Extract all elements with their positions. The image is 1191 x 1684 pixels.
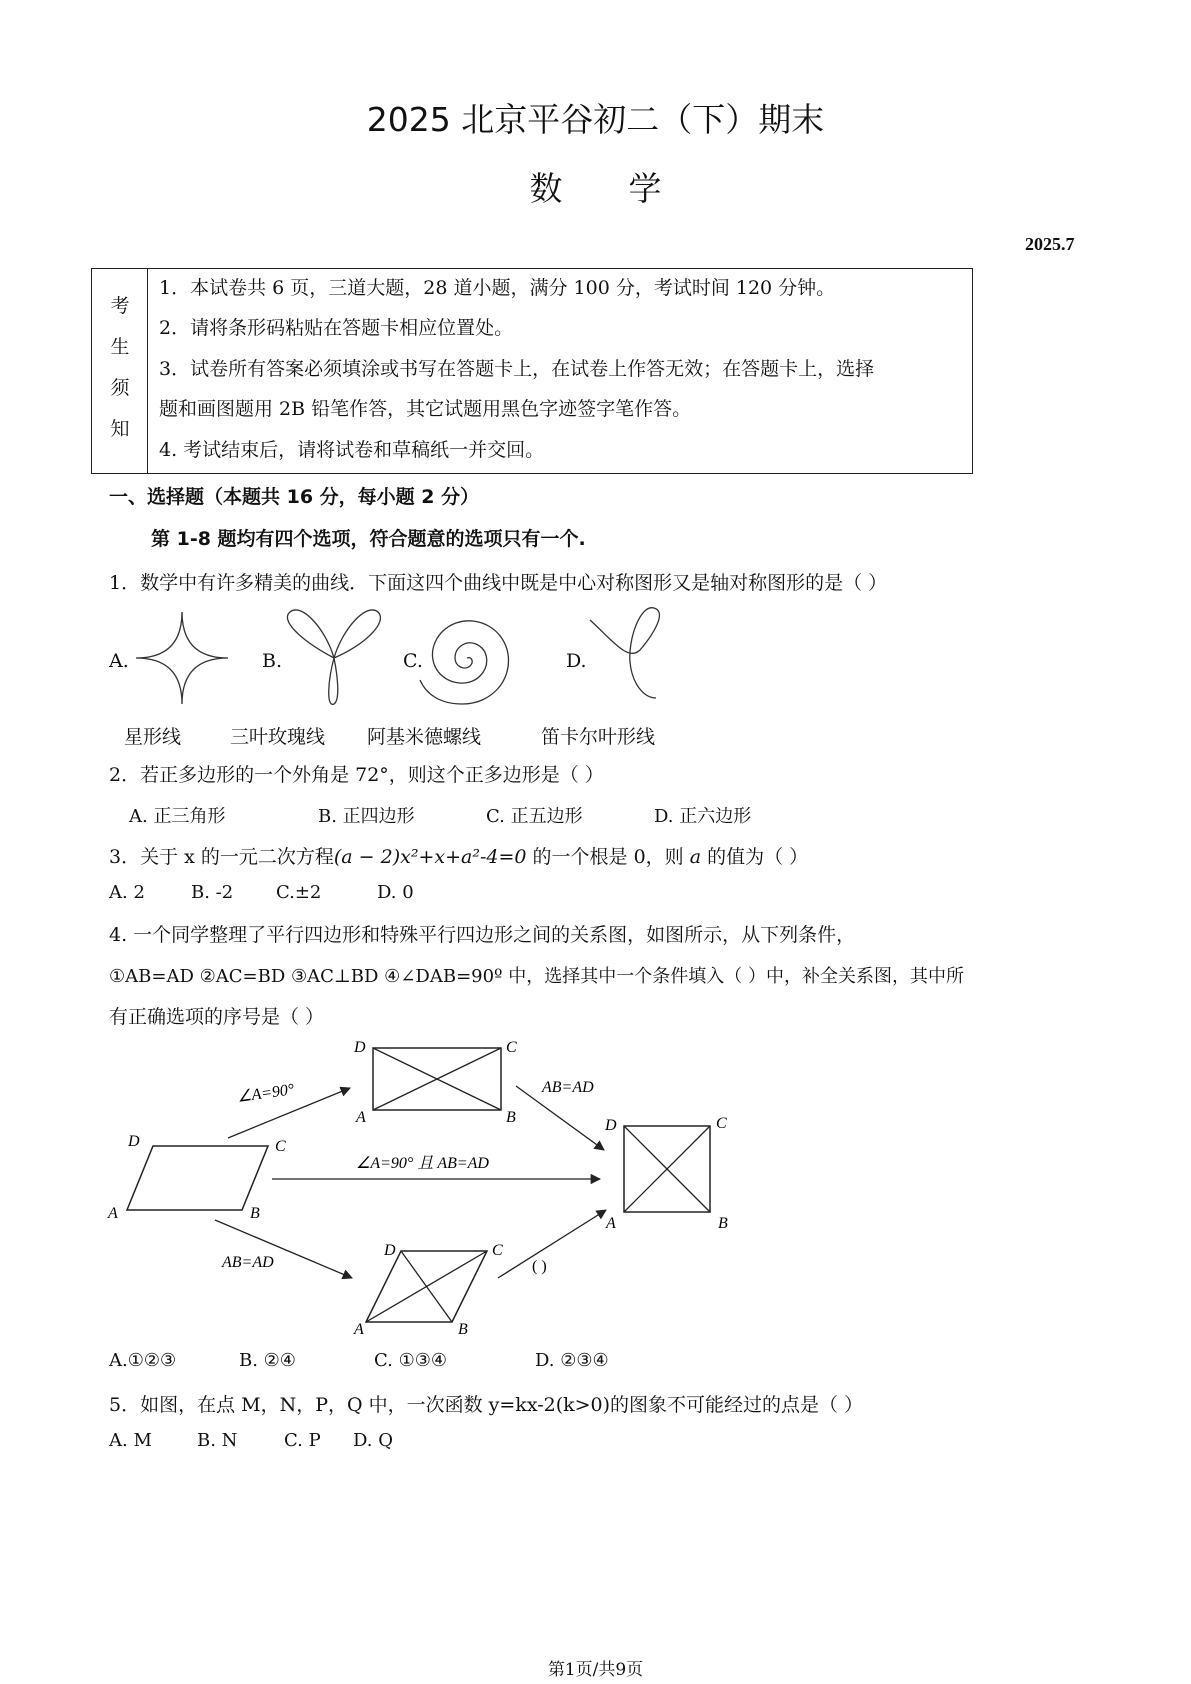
rect-label-d: D [354,1039,366,1056]
label-blank: ( ) [532,1258,547,1275]
q4-line-2: ①AB=AD ②AC=BD ③AC⊥BD ④∠DAB=90º 中，选择其中一个条件填入（ ）中，补全关系图，其中所 [109,966,964,987]
q5-stem: 5．如图，在点 M，N，P，Q 中，一次函数 y=kx-2(k>0)的图象不可能经过的点是（ ） [109,1394,864,1416]
q4-option-d: D. ②③④ [535,1350,609,1371]
notice-box [91,268,973,474]
q1-caption-d: 笛卡尔叶形线 [541,726,656,748]
square-label-a: A [606,1215,616,1232]
notice-label-char: 知 [110,418,130,440]
astroid-curve [136,612,228,704]
q5-option-c: C. P [284,1430,321,1451]
q3-option-d: D. 0 [377,882,414,903]
square-label-c: C [716,1115,727,1132]
notice-line: 4. 考试结束后，请将试卷和草稿纸一并交回。 [159,439,545,461]
q5-option-b: B. N [197,1430,238,1451]
q4-option-b: B. ②④ [239,1350,296,1371]
square-label-b: B [718,1215,728,1232]
q3-option-b: B. -2 [191,882,234,903]
subject-title: 数 学 [529,169,662,208]
q4-option-a: A.①②③ [109,1350,177,1371]
arrow-rhombus-to-square [498,1210,606,1278]
q1-stem: 1．数学中有许多精美的曲线．下面这四个曲线中既是中心对称图形又是轴对称图形的是（ ） [109,572,888,594]
label-angle-and-ab-ad: ∠A=90° 且 AB=AD [356,1155,489,1172]
square-label-d: D [605,1117,617,1134]
rect-label-a: A [356,1109,366,1126]
rhombus-label-c: C [492,1242,503,1259]
q1-caption-a: 星形线 [124,726,182,748]
exam-date: 2025.7 [1025,234,1075,254]
q1-curves-figure [0,600,700,710]
q1-option-c: C. [403,650,423,672]
notice-label-char: 考 [110,295,130,317]
exam-title: 2025 北京平谷初二（下）期末 [366,100,825,139]
q5-option-a: A. M [109,1430,152,1451]
q3-option-a: A. 2 [109,882,145,903]
section-heading: 一、选择题（本题共 16 分，每小题 2 分） [109,486,480,508]
q3-stem [109,842,808,869]
q4-line-3: 有正确选项的序号是（ ） [109,1006,325,1028]
notice-line: 3．试卷所有答案必须填涂或书写在答题卡上，在试卷上作答无效；在答题卡上，选择 [159,358,875,380]
q1-caption-c: 阿基米德螺线 [367,726,482,748]
folium-curve [590,608,659,698]
rect-label-c: C [506,1039,517,1056]
q1-option-d: D. [566,650,587,672]
q3-stem-suffix: 的值为（ ） [701,846,809,868]
label-ab-ad-bottom: AB=AD [222,1254,274,1271]
notice-label-char: 生 [110,336,130,358]
q4-line-1: 4. 一个同学整理了平行四边形和特殊平行四边形之间的关系图，如图所示，从下列条件， [109,924,856,946]
label-angle-90: ∠A=90° [236,1081,296,1106]
q5-option-d: D. Q [353,1430,393,1451]
q2-option-d: D. 正六边形 [654,806,752,827]
parallelogram-shape [127,1146,268,1210]
rhombus-label-b: B [458,1321,468,1338]
q1-caption-b: 三叶玫瑰线 [230,726,326,748]
q2-stem: 2．若正多边形的一个外角是 72°，则这个正多边形是（ ） [109,764,604,786]
rect-label-b: B [506,1109,516,1126]
rhombus-label-d: D [384,1242,396,1259]
notice-line: 题和画图题用 2B 铅笔作答，其它试题用黑色字迹签字笔作答。 [159,398,692,420]
q4-option-c: C. ①③④ [374,1350,447,1371]
q3-stem-prefix: 3．关于 x 的一元二次方程 [109,846,334,868]
spiral-curve [420,621,509,704]
label-ab-ad-top: AB=AD [542,1079,594,1096]
rhombus-label-a: A [354,1321,364,1338]
q1-option-b: B. [262,650,283,672]
q3-option-c: C.±2 [276,882,322,903]
notice-line: 2．请将条形码粘贴在答题卡相应位置处。 [159,317,514,339]
para-label-b: B [250,1205,260,1222]
page-footer: 第1页/共9页 [547,1660,644,1680]
para-label-c: C [275,1138,286,1155]
rose-curve [287,610,380,704]
notice-line: 1．本试卷共 6 页，三道大题，28 道小题，满分 100 分，考试时间 120 分钟。 [159,277,836,299]
q3-equation: (a − 2)x²+x+a²-4=0 [333,846,527,868]
q1-option-a: A. [109,650,129,672]
q3-variable: a [689,846,702,868]
q2-option-c: C. 正五边形 [486,806,583,827]
notice-label-char: 须 [110,377,130,399]
section-instruction: 第 1-8 题均有四个选项，符合题意的选项只有一个. [151,528,586,550]
q2-option-b: B. 正四边形 [318,806,415,827]
notice-label [92,269,148,473]
para-label-d: D [128,1133,140,1150]
q4-relationship-diagram [0,1030,760,1340]
q2-option-a: A. 正三角形 [129,806,226,827]
para-label-a: A [108,1205,118,1222]
q3-stem-middle: 的一个根是 0，则 [526,846,690,868]
